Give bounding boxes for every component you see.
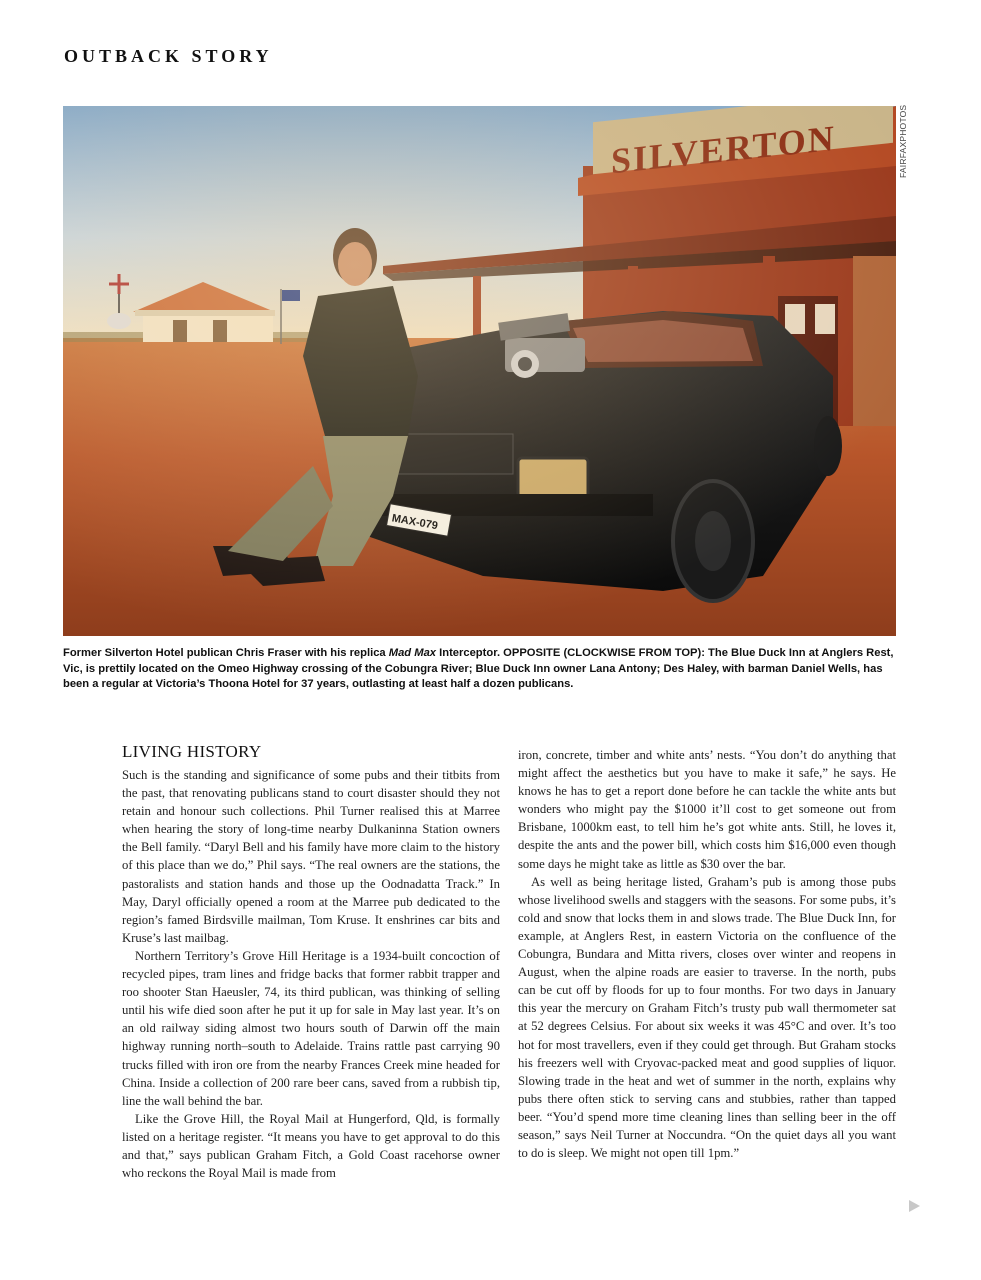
article-column-left (122, 742, 500, 1182)
photo-caption: Former Silverton Hotel publican Chris Fraser with his replica Mad Max Interceptor. OPPOSITE (CLOCKWISE FROM TOP): The Blue Duck Inn at Anglers Rest, Vic, is prettily located on the Omeo Highway crossing of the Cobungra River; Blue Duck Inn owner Lana Antony; Des Haley, with barman Daniel Wells, has been a regular at Victoria’s Thoona Hotel for 37 years, outlasting at least half a dozen publicans. (63, 647, 894, 690)
paragraph: iron, concrete, timber and white ants’ nests. “You don’t do anything that might affect the aesthetics but you have to make it safe,” he says. He knows he has to get a report done before he can tackle the white ants but wonders who might pay the $1000 it’ll cost to get someone out from Brisbane, 1000km east, to tell him he’s got white ants. Still, he loves it, despite the ants and the power bill, which costs him $16,000 even though some days he might take as little as $30 over the bar. (518, 748, 896, 871)
hero-photo-illustration (63, 106, 896, 636)
paragraph: Northern Territory’s Grove Hill Heritage is a 1934-built concoction of recycled pipes, tram lines and fridge backs that former rabbit trapper and roo shooter Stan Haeusler, 74, its third publican, was thinking of selling until his wife died soon after he put it up for sale in May last year. It’s on an old railway siding almost two hours south of Darwin off the main highway running north–south to Adelaide. Trains rattle past carrying 90 trucks filled with iron ore from the nearby Frances Creek mine headed for China. Inside a collection of 200 rare beer cans, saved from a rubbish tip, line the wall behind the bar. (122, 948, 500, 1108)
paragraph: Like the Grove Hill, the Royal Mail at Hungerford, Qld, is formally listed on a heritage register. “It means you have to get approval to do this and that,” says publican Graham Fitch, a Gold Coast racehorse owner who reckons the Royal Mail is made from (122, 1111, 500, 1181)
hero-photo (63, 106, 896, 636)
photo-credit: FAIRFAXPHOTOS (898, 104, 908, 178)
article-column-right (518, 746, 896, 1162)
section-label: OUTBACK STORY (64, 46, 273, 66)
paragraph: Such is the standing and significance of some pubs and their titbits from the past, that renovating publicans stand to court disaster should they not retain and honour such collections. Phil Turner realised this at Marree when hearing the story of long-time nearby Dulkaninna Station owners the Bell family. “Daryl Bell and his family have more claim to the history of this place than we do,” Phil says. “The real owners are the stations, the pastoralists and station hands and those up the Oodnadatta Track.” In May, Daryl officially opened a room at the Marree pub dedicated to the region’s famed Birdsville mailman, Tom Kruse. It enshrines car bits and Kruse’s last mailbag. (122, 768, 500, 945)
next-page-arrow-icon[interactable] (909, 1200, 920, 1212)
paragraph: As well as being heritage listed, Graham’s pub is among those pubs whose livelihood swells and staggers with the seasons. For some pubs, it’s cold and snow that locks them in and slows trade. The Blue Duck Inn, for example, at Anglers Rest, in eastern Victoria on the confluence of the Cobungra, Bundara and Mitta rivers, closes over winter and reopens in August, when the alpine roads are easier to traverse. In the north, pubs can be cut off by floods for up to four months. For two days in January this year the mercury on Graham Fitch’s trusty pub wall thermometer sat at 52 degrees Celsius. For about six weeks it was 45°C and over. It’s too hot for most travellers, even if they could get through. But Graham stocks his freezers well with Cryovac-packed meat and good supplies of liquor. Slowing trade in the heat and wet of summer in the north, explains why pubs there often stick to serving cans and stubbies, rather than tapped beer. “You’d spend more time cleaning lines than selling beer in the off season,” says Neil Turner at Noccundra. “On the quiet days all you want to do is sleep. We might not open till 1pm.” (518, 874, 896, 1161)
article-heading: LIVING HISTORY (122, 742, 262, 761)
